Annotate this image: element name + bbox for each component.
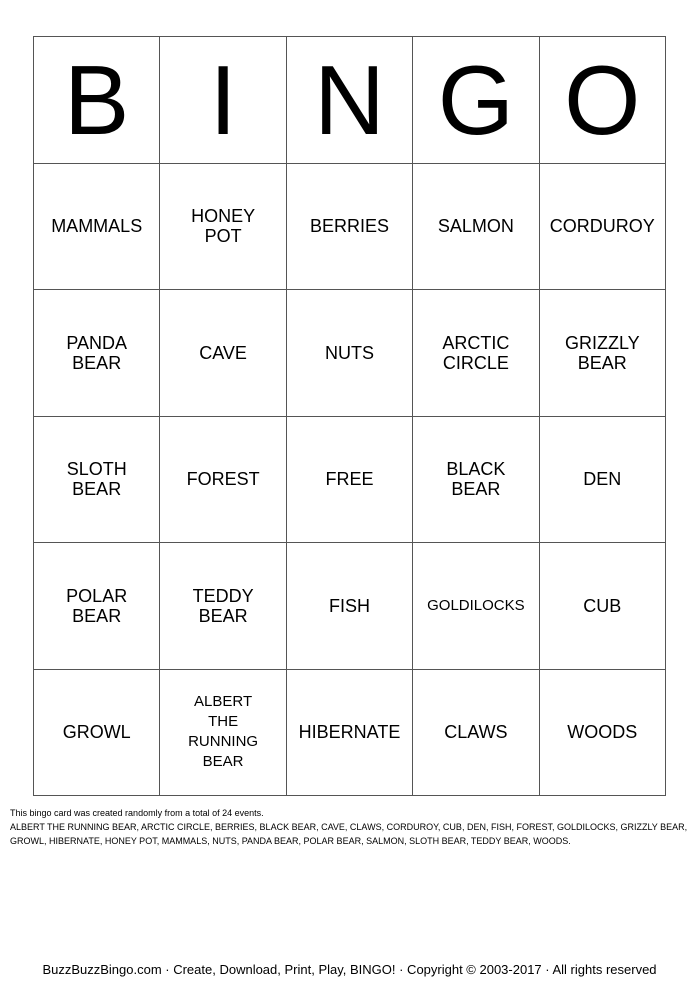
- bingo-cell[interactable]: WOODS: [540, 670, 666, 797]
- bingo-cell[interactable]: HONEY POT: [160, 164, 286, 291]
- bingo-cell[interactable]: GRIZZLY BEAR: [540, 290, 666, 417]
- bingo-card: [33, 36, 666, 796]
- bingo-cell[interactable]: GROWL: [34, 670, 160, 797]
- bingo-cell[interactable]: FISH: [287, 543, 413, 670]
- bingo-cell[interactable]: CORDUROY: [540, 164, 666, 291]
- free-space-cell[interactable]: FREE: [287, 417, 413, 544]
- card-info-note: This bingo card was created randomly from a total of 24 events.: [10, 808, 264, 818]
- header-letter-o: O: [540, 37, 666, 164]
- bingo-cell[interactable]: SALMON: [413, 164, 539, 291]
- bingo-cell[interactable]: PANDA BEAR: [34, 290, 160, 417]
- header-letter-b: B: [34, 37, 160, 164]
- bingo-cell[interactable]: SLOTH BEAR: [34, 417, 160, 544]
- bingo-cell[interactable]: MAMMALS: [34, 164, 160, 291]
- bingo-cell[interactable]: POLAR BEAR: [34, 543, 160, 670]
- bingo-cell[interactable]: FOREST: [160, 417, 286, 544]
- events-list: ALBERT THE RUNNING BEAR, ARCTIC CIRCLE, BERRIES, BLACK BEAR, CAVE, CLAWS, CORDUROY, CUB, DEN, FISH, FOREST, GOLDILOCKS, GRIZZLY BEAR, GROWL, HIBERNATE, HONEY POT, MAMMALS, NUTS, PANDA BEAR, POLAR BEAR, SALMON, SLOTH BEAR, TEDDY BEAR, WOODS.: [10, 822, 688, 846]
- bingo-cell[interactable]: ARCTIC CIRCLE: [413, 290, 539, 417]
- bingo-cell[interactable]: CAVE: [160, 290, 286, 417]
- bingo-cell[interactable]: BERRIES: [287, 164, 413, 291]
- bingo-cell[interactable]: GOLDILOCKS: [413, 543, 539, 670]
- bingo-cell[interactable]: DEN: [540, 417, 666, 544]
- bingo-cell[interactable]: BLACK BEAR: [413, 417, 539, 544]
- copyright-footer: BuzzBuzzBingo.com · Create, Download, Print, Play, BINGO! · Copyright © 2003-2017 · All rights reserved: [42, 962, 657, 977]
- bingo-cell[interactable]: CUB: [540, 543, 666, 670]
- header-letter-g: G: [413, 37, 539, 164]
- bingo-cell[interactable]: HIBERNATE: [287, 670, 413, 797]
- bingo-cell[interactable]: TEDDY BEAR: [160, 543, 286, 670]
- header-letter-i: I: [160, 37, 286, 164]
- card-info: [10, 806, 690, 848]
- bingo-cell[interactable]: CLAWS: [413, 670, 539, 797]
- bingo-cell[interactable]: ALBERT THE RUNNING BEAR: [160, 670, 286, 797]
- header-letter-n: N: [287, 37, 413, 164]
- bingo-cell[interactable]: NUTS: [287, 290, 413, 417]
